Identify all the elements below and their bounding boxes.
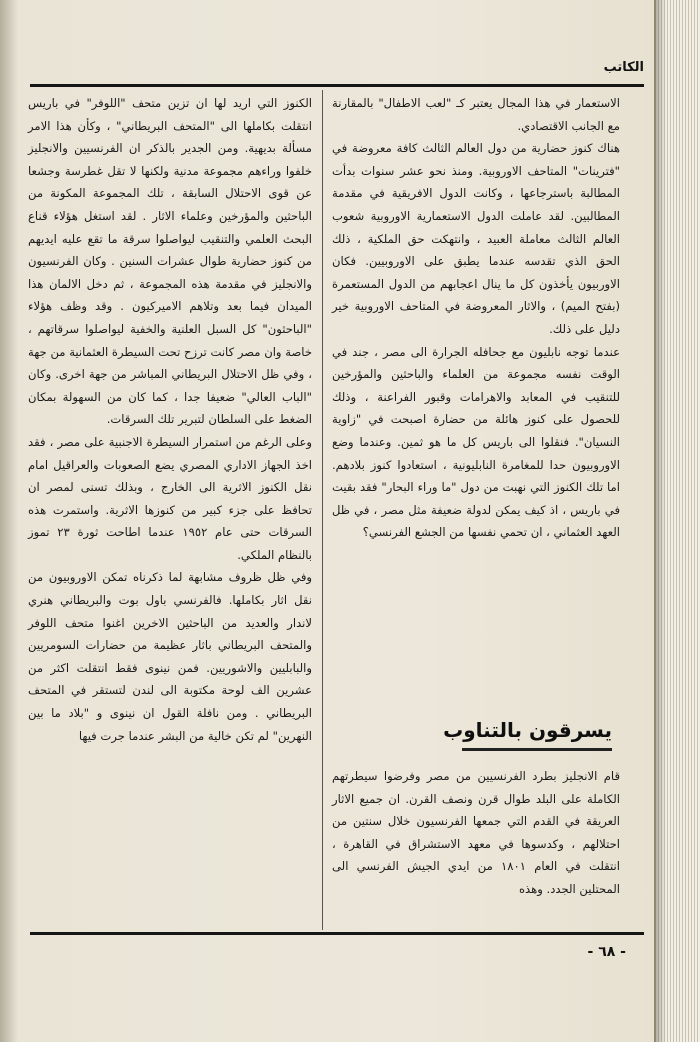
page-edge-shadow [656, 0, 666, 1042]
paragraph: هناك كنوز حضارية من دول العالم الثالث كافة معروضة في "فترينات" المتاحف الاوروبية. ومنذ نحو عشر سنوات بدأت المطالبة باسترجاعها ، وكانت الدول الافريقية في مقدمة المطالبين. لقد عاملت الدول الاستعمارية الاوروبية شعوب العالم الثالث معاملة العبيد ، وانتهكت حق الملكية ، ذلك الحق الذي تقدسه عندما يطبق على الاوروبيين. فكان الاوربيون يأخذون كل ما ينال اعجابهم من الدول المستعمرة (بفتح الميم) ، والاثار المعروضة في المتاحف الاوروبية خير دليل على ذلك. [332, 141, 620, 336]
paragraph: عندما توجه نابليون مع جحافله الجرارة الى مصر ، جند في الوقت نفسه مجموعة من العلماء والباحثين والمؤرخين للتنقيب في المعابد والاهرامات وقبور الفراعنة ، وذلك للحصول على كنوز هائلة من حضارة اصبحت في "زاوية النسيان". فنقلوا الى باريس كل ما هو ثمين. وعندما وضع الاوروبيون حدا للمغامرة النابليونية ، استعادوا كنوز بلادهم. اما تلك الكنوز التي نهبت من دول "ما وراء البحار" فقد بقيت في باريس ، اذ كيف يمكن لدولة ضعيفة مثل مصر ، في ظل العهد العثماني ، ان تحمي نفسها من الجشع الفرنسي؟ [332, 344, 620, 540]
right-column-continued [332, 765, 620, 901]
page-header [32, 60, 644, 80]
left-column [28, 92, 312, 747]
heading-underline [462, 748, 612, 751]
paragraph: وعلى الرغم من استمرار السيطرة الاجنبية على مصر ، فقد اخذ الجهاز الاداري المصري يضع الصعوبات والعراقيل امام نقل الكنوز الاثرية الى الخارج ، وبذلك تسنى لمصر ان تحافظ على جزء كبير من كنوزها الاثرية. واستمرت هذه السرقات حتى عام ١٩٥٢ عندما اطاحت ثورة ٢٣ تموز بالنظام الملكي. [28, 434, 312, 562]
page-number: - ٦٨ - [587, 944, 626, 960]
section-heading-block [332, 708, 620, 760]
header-rule [30, 84, 644, 87]
section-heading: يسرقون بالتناوب [443, 718, 612, 742]
magazine-name: الكاتب [603, 60, 644, 75]
binding-shadow [0, 0, 18, 1042]
magazine-page [22, 0, 654, 1042]
right-column [332, 92, 620, 544]
paragraph: الاستعمار في هذا المجال يعتبر كـ "لعب الاطفال" بالمقارنة مع الجانب الاقتصادي. [332, 96, 620, 133]
page-edges [654, 0, 700, 1042]
paragraph: الكنوز التي اريد لها ان تزين متحف "اللوفر" في باريس انتقلت بكاملها الى "المتحف البريطاني" ، وكأن هذا الامر مسألة بديهية. ومن الجدير بالذكر ان الفرنسيين والانجليز خلفوا وراءهم مجموعة مدنية ولكنها لا تقل غطرسة وجشعا عن قوى الاحتلال السابقة ، تلك المجموعة المكونة من الباحثين والمؤرخين وعلماء الاثار . لقد استغل هؤلاء قناع البحث العلمي والتنقيب ليواصلوا سرقة ما تقع عليه ايديهم من كنوز حضارية طوال عشرات السنين . وكان الفرنسيون والانجليز في مقدمة هذه المجموعة ، ثم دخل الالمان هذا الميدان فيما بعد وتلاهم الاميركيون . وقد وظف هؤلاء "الباحثون" كل السبل العلنية والخفية ليواصلوا سرقاتهم ، خاصة وان مصر كانت ترزح تحت السيطرة العثمانية من جهة ، وفي ظل الاحتلال البريطاني المباشر من جهة اخرى. وكان "الباب العالي" ضعيفا جدا ، كما كان من السهولة بمكان الضغط على السلطان لتبرير تلك السرقات. [28, 96, 312, 427]
paragraph: وفي ظل ظروف مشابهة لما ذكرناه تمكن الاوروبيون من نقل اثار بكاملها. فالفرنسي باول بوت والبريطاني هنري لاندار والعديد من الباحثين الاخرين اغنوا متحف اللوفر والمتحف البريطاني باثار عظيمة من حضارات السومريين والبابليين والاشوريين. فمن نينوى فقط انتقلت اكثر من عشرين الف لوحة مكتوبة الى لندن لتستقر في المتحف البريطاني . ومن نافلة القول ان نينوى و "بلاد ما بين النهرين" لم تكن خالية من البشر عندما جرت فيها [28, 570, 312, 743]
footer-rule [30, 932, 644, 935]
column-divider [322, 90, 323, 930]
paragraph: قام الانجليز بطرد الفرنسيين من مصر وفرضوا سيطرتهم الكاملة على البلد طوال قرن ونصف القرن. ان جميع الاثار العريقة في القدم التي جمعها الفرنسيون خلال سنتين من احتلالهم ، وكدسوها في معهد الاستشراق في القاهرة ، انتقلت في العام ١٨٠١ من ايدي الجيش الفرنسي الى المحتلين الجدد. وهذه [332, 769, 620, 896]
